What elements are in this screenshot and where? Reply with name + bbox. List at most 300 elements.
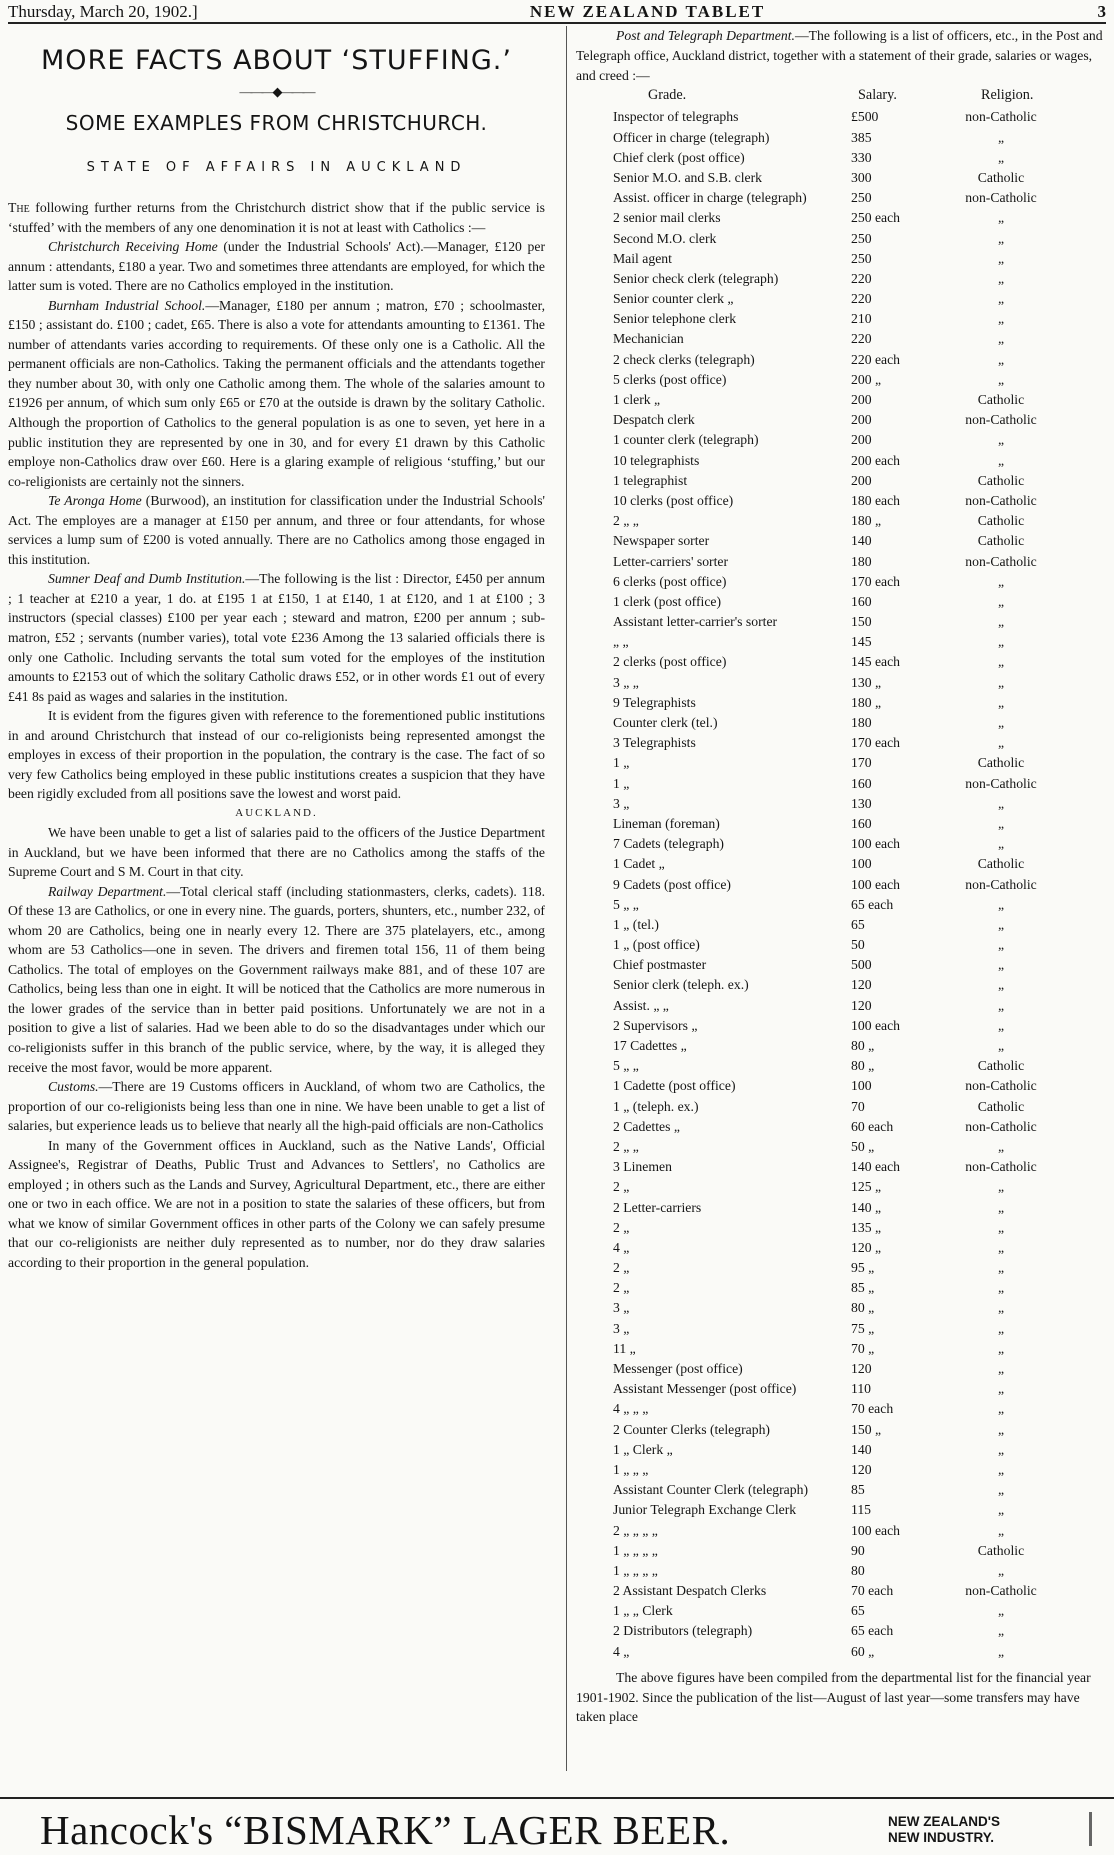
left-column [8,44,545,1774]
salary-cell: 70 [851,1098,865,1114]
grade-cell: Junior Telegraph Exchange Clerk [613,1502,797,1518]
table-row [576,1339,1106,1359]
table-row [576,854,1106,874]
article-title: MORE FACTS ABOUT ‘STUFFING.’ [41,45,512,76]
table-row [576,1541,1106,1561]
table-row [576,834,1106,854]
religion-cell: „ [997,250,1005,266]
salary-cell: 120 [851,1361,872,1377]
religion-cell: „ [997,1239,1005,1255]
paragraph-receiving-home: Christchurch Receiving Home (under the Industrial Schools' Act).—Manager, £120 per annum : attendants, £180 a year. Two and sometimes three attendants are employed, for which the latter sum is voted. There are no Catholics employed in the institution. [8,239,545,294]
salary-cell: 140 [851,533,872,549]
grade-cell: Senior telephone clerk [613,311,737,327]
religion-cell: „ [997,1603,1005,1619]
salary-cell: 80 „ [851,1058,875,1074]
religion-cell: Catholic [977,533,1025,549]
grade-cell: 2 Distributors (telegraph) [613,1623,753,1639]
grade-cell: 3 „ „ [613,674,639,690]
salary-cell: 220 [851,270,872,286]
salary-cell: 170 each [851,735,901,751]
paragraph-railway: Railway Department.—Total clerical staff (including stationmasters, clerks, cadets). 118. Of these 13 are Catholics, or one in every nine. The guards, porters, shunters, etc., number 232, of whom 20 are Catholics, being one in nearly every 12. There are 375 platelayers, etc., among whom are 53 Catholics—one in seven. The drivers and firemen total 156, 11 of them being Catholics. The total of employes on the Government railways make 881, and of these 107 are Catholics, being less than one in eight. It will be noticed that the Catholics are more numerous in the lower grades of the service than in better paid positions. Unfortunately we are not in a position to give a list of salaries. Had we been able to do so the disadvantages under which our co-religionists suffer in this branch of the public service, where, by the way, it is alleged they receive the most favor, would be more apparent. [8,883,545,1075]
grade-cell: 1 „ „ Clerk [613,1603,673,1619]
table-row [576,975,1106,995]
table-row [576,451,1106,471]
grade-cell: 2 Assistant Despatch Clerks [613,1583,767,1599]
salary-cell: 70 each [851,1401,894,1417]
table-row [576,572,1106,592]
paragraph-justice: We have been unable to get a list of salaries paid to the officers of the Justice Department in Auckland, but we have been informed that there are no Catholics among the staffs of the Supreme Court and S M. Court in that city. [8,824,545,880]
religion-cell: „ [997,371,1005,387]
religion-cell: „ [997,836,1005,852]
salary-cell: 150 „ [851,1421,882,1437]
religion-cell: non-Catholic [965,775,1037,791]
salary-cell: 125 „ [851,1179,882,1195]
religion-cell: non-Catholic [965,412,1037,428]
grade-cell: 2 „ „ „ „ [613,1522,658,1538]
grade-cell: Letter-carriers' sorter [613,553,729,569]
religion-cell: „ [997,311,1005,327]
salary-cell: 65 each [851,1623,894,1639]
religion-cell: „ [997,1320,1005,1336]
grade-cell: Despatch clerk [613,412,695,428]
table-row [576,1359,1106,1379]
religion-cell: „ [997,977,1005,993]
religion-cell: „ [997,916,1005,932]
grade-cell: 9 Cadets (post office) [613,876,731,892]
grade-cell: 1 Cadette (post office) [613,1078,736,1094]
grade-cell: 2 „ „ [613,1138,639,1154]
grade-cell: Newspaper sorter [613,533,710,549]
salary-cell: 85 „ [851,1280,875,1296]
table-row [576,1480,1106,1500]
religion-cell: „ [997,149,1005,165]
grade-cell: 2 Letter-carriers [613,1199,702,1215]
table-row [576,309,1106,329]
grade-cell: Senior counter clerk „ [613,291,734,307]
religion-cell: „ [997,331,1005,347]
grade-cell: 17 Cadettes „ [613,1038,687,1054]
table-row [576,1440,1106,1460]
salary-cell: 140 „ [851,1199,882,1215]
grade-cell: Chief clerk (post office) [613,149,745,165]
table-row [576,249,1106,269]
salary-cell: 250 [851,190,872,206]
grade-cell: 1 „ [613,755,630,771]
salary-cell: 100 each [851,1522,901,1538]
salary-cell: 100 [851,1078,872,1094]
religion-cell: „ [997,1179,1005,1195]
salary-cell: 100 each [851,1017,901,1033]
grade-cell: 2 „ [613,1280,630,1296]
religion-cell: Catholic [977,1542,1025,1558]
grade-cell: Assist. officer in charge (telegraph) [613,190,807,206]
table-row [576,1036,1106,1056]
religion-cell: non-Catholic [965,1159,1037,1175]
salary-cell: 70 „ [851,1340,875,1356]
salary-cell: 220 each [851,351,901,367]
religion-cell: „ [997,795,1005,811]
religion-cell: non-Catholic [965,109,1037,125]
salary-cell: 120 [851,977,872,993]
religion-cell: „ [997,1300,1005,1316]
grade-cell: Assist. „ „ [613,997,669,1013]
religion-cell: „ [997,1017,1005,1033]
religion-cell: „ [997,1502,1005,1518]
table-row [576,1298,1106,1318]
grade-cell: Senior check clerk (telegraph) [613,270,779,286]
table-row [576,289,1106,309]
salary-cell: 100 each [851,876,901,892]
religion-cell: „ [997,129,1005,145]
salary-cell: 120 „ [851,1239,882,1255]
grade-cell: 11 „ [613,1340,636,1356]
religion-cell: „ [997,1199,1005,1215]
table-row [576,1117,1106,1137]
paragraph-sumner: Sumner Deaf and Dumb Institution.—The following is the list : Director, £450 per annum ; 1 teacher at £210 a year, 1 do. at £195 1 at £150, 1 at £140, 1 at £120, and 1 at £100 ; 3 instructors (special classes) £100 per year each ; steward and matron, £200 per annum ; sub-matron, £52 ; servants (number varies), total vote £236 Among the 13 salaried officials there is only one Catholic. Including servants the total sum voted for the employes of the institution amounts to £2153 out of which the solitary Catholic draws £52, or in other words £1 out of every £41 8s paid as wages and salaries in the institution. [8,571,545,704]
table-row [576,390,1106,410]
salary-cell: 160 [851,815,872,831]
religion-cell: „ [997,351,1005,367]
religion-cell: non-Catholic [965,1583,1037,1599]
table-row [576,753,1106,773]
grade-cell: Officer in charge (telegraph) [613,129,770,145]
grade-cell: Chief postmaster [613,957,707,973]
table-row [576,430,1106,450]
table-row [576,1278,1106,1298]
religion-cell: Catholic [977,856,1025,872]
religion-cell: „ [997,432,1005,448]
table-row [576,1056,1106,1076]
table-row [576,1420,1106,1440]
grade-cell: Senior clerk (teleph. ex.) [613,977,749,993]
paragraph-te-aronga: Te Aronga Home (Burwood), an institution for classification under the Industrial Schools' Act. The employes are a manager at £150 per annum, and three or four attendants, for whose services a lump sum of £200 is voted annually. There are no Catholics among those engaged in this institution. [8,493,545,567]
right-column [576,26,1106,1771]
salary-cell: 180 each [851,492,901,508]
table-row [576,148,1106,168]
religion-cell: non-Catholic [965,492,1037,508]
grade-cell: 2 Supervisors „ [613,1017,698,1033]
salary-cell: £500 [851,109,879,125]
table-row [576,1137,1106,1157]
paragraph-intro: The following further returns from the Christchurch district show that if the public service is ‘stuffed’ with the members of any one denomination it is not at least with Catholics :— [8,200,545,235]
table-row [576,1218,1106,1238]
religion-cell: „ [997,1401,1005,1417]
paragraph-evident: It is evident from the figures given with reference to the forementioned public institutions in and around Christchurch that instead of our co-religionists being represented amongst the employes in excess of their proportion in the population, the contrary is the case. The fact of so very few Catholics being employed in these public institutions creates a suspicion that they have been rigidly excluded from all positions save the lowest and worst paid. [8,708,545,802]
column-rule [566,26,567,1771]
grade-cell: Assistant letter-carrier's sorter [613,614,778,630]
religion-cell: „ [997,593,1005,609]
table-row [576,1521,1106,1541]
religion-cell: „ [997,937,1005,953]
table-row [576,1016,1106,1036]
table-row [576,1097,1106,1117]
grade-cell: 3 „ [613,1300,630,1316]
grade-cell: Lineman (foreman) [613,815,720,831]
table-row [576,107,1106,127]
grade-cell: Assistant Counter Clerk (telegraph) [613,1482,809,1498]
grade-cell: Mechanician [613,331,684,347]
religion-cell: „ [997,1219,1005,1235]
religion-cell: „ [997,1482,1005,1498]
religion-cell: „ [997,614,1005,630]
post-telegraph-intro: Post and Telegraph Department.—The following is a list of officers, etc., in the Post and Telegraph office, Auckland district, together with a statement of their grade, salaries or wages, and creed :— [576,28,1103,83]
salary-cell: 200 [851,392,872,408]
salary-cell: 120 [851,1461,872,1477]
table-row [576,188,1106,208]
salary-cell: 170 each [851,573,901,589]
religion-cell: Catholic [977,392,1025,408]
table-row [576,410,1106,430]
religion-cell: „ [997,896,1005,912]
religion-cell: „ [997,291,1005,307]
salary-cell: 200 [851,472,872,488]
footer-rule [0,1797,1114,1799]
religion-cell: „ [997,1361,1005,1377]
salary-cell: 220 [851,331,872,347]
salary-cell: 80 „ [851,1300,875,1316]
page-number: 3 [1097,2,1106,21]
religion-cell: „ [997,1340,1005,1356]
table-row [576,1561,1106,1581]
newspaper-title: NEW ZEALAND TABLET [529,2,766,21]
table-row [576,895,1106,915]
salary-cell: 130 [851,795,872,811]
grade-cell: Mail agent [613,250,672,266]
grade-cell: 2 „ „ [613,513,639,529]
table-row [576,1460,1106,1480]
salary-cell: 385 [851,129,872,145]
religion-cell: „ [997,1643,1005,1659]
grade-cell: Senior M.O. and S.B. clerk [613,169,763,185]
grade-cell: 2 „ [613,1260,630,1276]
religion-cell: „ [997,1038,1005,1054]
grade-cell: 5 „ „ [613,1058,639,1074]
table-header [576,85,1106,105]
table-row [576,1581,1106,1601]
religion-cell: non-Catholic [965,553,1037,569]
grade-cell: Messenger (post office) [613,1361,743,1377]
religion-cell: „ [997,452,1005,468]
table-row [576,955,1106,975]
religion-cell: non-Catholic [965,190,1037,206]
religion-cell: non-Catholic [965,876,1037,892]
religion-cell: Catholic [977,755,1025,771]
table-row [576,612,1106,632]
religion-cell: Catholic [977,1058,1025,1074]
table-row [576,713,1106,733]
salary-cell: 160 [851,593,872,609]
grade-cell: 2 „ [613,1219,630,1235]
religion-cell: „ [997,1421,1005,1437]
salary-cell: 65 [851,1603,865,1619]
grade-cell: 6 clerks (post office) [613,573,727,589]
archive-stamp-icon [1086,1810,1096,1848]
salary-cell: 70 each [851,1583,894,1599]
table-row [576,1157,1106,1177]
issue-date: Thursday, March 20, 1902.] [8,2,198,21]
religion-cell: „ [997,735,1005,751]
salary-cell: 80 [851,1562,865,1578]
salary-cell: 60 each [851,1118,894,1134]
religion-cell: Catholic [977,472,1025,488]
grade-cell: 10 telegraphists [613,452,700,468]
religion-cell: „ [997,715,1005,731]
paragraph-burnham: Burnham Industrial School.—Manager, £180 per annum ; matron, £70 ; schoolmaster, £150 ; assistant do. £100 ; cadet, £65. There is also a vote for attendants amounting to £1361. The number of attendants varies according to requirements. Of these only one is a Catholic. All the permanent officials are non-Catholics. Taking the permanent officials and the attendants together they number about 30, with only one Catholic among them. The whole of the salaries amount to £1926 per annum, of which sum only £65 or £70 at the outside is drawn by the solitary Catholic. Although the proportion of Catholics to the general population is as one to seven, yet here in a public institution they are represented by one in 30, and for every £1 drawn by this Catholic employe non-Catholics draw over £60. Here is a glaring example of religious ‘stuffing,’ but our co-religionists are certainly not the sinners. [8,297,545,489]
table-row [576,229,1106,249]
salary-cell: 250 [851,230,872,246]
religion-cell: „ [997,573,1005,589]
religion-cell: „ [997,1260,1005,1276]
table-row [576,1198,1106,1218]
grade-cell: 1 „ Clerk „ [613,1441,673,1457]
salary-cell: 250 each [851,210,901,226]
salary-cell: 180 [851,715,872,731]
grade-cell: 1 „ (teleph. ex.) [613,1098,699,1114]
grade-cell: 1 „ „ „ [613,1461,649,1477]
grade-cell: 3 „ [613,795,630,811]
ornament-divider: ———◆——— [239,84,314,99]
grade-cell: 1 „ (post office) [613,937,700,953]
salary-cell: 170 [851,755,872,771]
grade-cell: 3 Telegraphists [613,735,696,751]
salary-cell: 100 each [851,836,901,852]
religion-cell: „ [997,1522,1005,1538]
grade-cell: 1 counter clerk (telegraph) [613,432,759,448]
salary-cell: 120 [851,997,872,1013]
salary-cell: 250 [851,250,872,266]
table-row [576,875,1106,895]
grade-cell: 3 „ [613,1320,630,1336]
table-row [576,632,1106,652]
table-row [576,774,1106,794]
table-row [576,794,1106,814]
table-row [576,652,1106,672]
religion-cell: „ [997,654,1005,670]
grade-cell: Assistant Messenger (post office) [613,1381,797,1397]
salary-cell: 65 [851,916,865,932]
table-row [576,269,1106,289]
paragraph-customs: Customs.—There are 19 Customs officers in Auckland, of whom two are Catholics, the proportion of our co-religionists being less than one in nine. We have been unable to get a list of salaries, but experience leads us to believe that nearly all the high-paid officials are non-Catholics [8,1079,545,1134]
table-row [576,1379,1106,1399]
salary-cell: 220 [851,291,872,307]
salary-table [576,107,1106,1661]
grade-cell: 5 clerks (post office) [613,371,727,387]
table-row [576,1399,1106,1419]
salary-cell: 65 each [851,896,894,912]
salary-cell: 200 „ [851,371,882,387]
salary-cell: 180 „ [851,513,882,529]
table-row [576,1621,1106,1641]
grade-cell: 1 Cadet „ [613,856,665,872]
salary-cell: 50 [851,937,865,953]
grade-cell: 1 clerk „ [613,392,661,408]
religion-cell: „ [997,1138,1005,1154]
salary-cell: 140 each [851,1159,901,1175]
salary-cell: 85 [851,1482,865,1498]
salary-cell: 145 [851,634,872,650]
table-row [576,329,1106,349]
salary-cell: 140 [851,1441,872,1457]
religion-cell: „ [997,1623,1005,1639]
salary-header: Salary. [858,87,897,104]
grade-cell: 1 „ (tel.) [613,916,659,932]
religion-cell: Catholic [977,169,1025,185]
religion-cell: non-Catholic [965,1118,1037,1134]
salary-cell: 110 [851,1381,872,1397]
religion-cell: „ [997,694,1005,710]
salary-cell: 135 „ [851,1219,882,1235]
religion-header: Religion. [981,87,1034,104]
grade-cell: 1 „ „ „ „ [613,1562,658,1578]
salary-cell: 90 [851,1542,865,1558]
running-header [8,0,1106,24]
grade-cell: 9 Telegraphists [613,694,696,710]
table-row [576,814,1106,834]
religion-cell: „ [997,210,1005,226]
table-row [576,511,1106,531]
grade-cell: 2 clerks (post office) [613,654,727,670]
religion-cell: „ [997,1280,1005,1296]
table-row [576,1601,1106,1621]
religion-cell: „ [997,270,1005,286]
salary-cell: 50 „ [851,1138,875,1154]
religion-cell: „ [997,1562,1005,1578]
table-row [576,552,1106,572]
table-row [576,673,1106,693]
post-telegraph-outro: The above figures have been compiled from the departmental list for the financial year 1901-1902. Since the publication of the list—August of last year—some transfers may have taken place [576,1669,1091,1725]
salary-cell: 130 „ [851,674,882,690]
grade-cell: 1 „ [613,775,630,791]
paragraph-government-offices: In many of the Government offices in Auckland, such as the Native Lands', Official Assignee's, Registrar of Deaths, Public Trust and Advances to Settlers', no Catholics are employed ; in others such as the Lands and Survey, Agricultural Department, etc., there are either one or two in each office. We are not in a position to state the salaries of these officers, but from what we know of similar Government offices in other parts of the Colony we can safely presume that our co-religionists are neither duly represented as to number, nor do they draw salaries according to their proportion in the general population. [8,1137,545,1270]
table-row [576,168,1106,188]
table-row [576,693,1106,713]
grade-cell: 2 Cadettes „ [613,1118,680,1134]
grade-cell: 2 Counter Clerks (telegraph) [613,1421,770,1437]
table-row [576,491,1106,511]
grade-cell: 1 „ „ „ „ [613,1542,658,1558]
table-row [576,531,1106,551]
advertisement-headline: Hancock's “BISMARK” LAGER BEER. [40,1807,731,1853]
grade-cell: 2 „ [613,1179,630,1195]
religion-cell: „ [997,1381,1005,1397]
salary-cell: 145 each [851,654,901,670]
grade-cell: Second M.O. clerk [613,230,717,246]
lead-word: The [8,200,30,215]
table-row [576,1238,1106,1258]
salary-cell: 200 [851,412,872,428]
salary-cell: 150 [851,614,872,630]
table-row [576,208,1106,228]
table-row [576,996,1106,1016]
table-row [576,471,1106,491]
salary-cell: 75 „ [851,1320,875,1336]
religion-cell: „ [997,1441,1005,1457]
table-row [576,1258,1106,1278]
grade-cell: 1 telegraphist [613,472,688,488]
religion-cell: „ [997,815,1005,831]
salary-cell: 180 [851,553,872,569]
religion-cell: Catholic [977,1098,1025,1114]
table-row [576,350,1106,370]
salary-cell: 200 [851,432,872,448]
salary-cell: 300 [851,169,872,185]
grade-header: Grade. [648,87,687,104]
religion-cell: „ [997,957,1005,973]
section-heading-auckland: AUCKLAND. [235,806,318,819]
table-row [576,935,1106,955]
table-row [576,915,1106,935]
grade-cell: 1 clerk (post office) [613,593,722,609]
